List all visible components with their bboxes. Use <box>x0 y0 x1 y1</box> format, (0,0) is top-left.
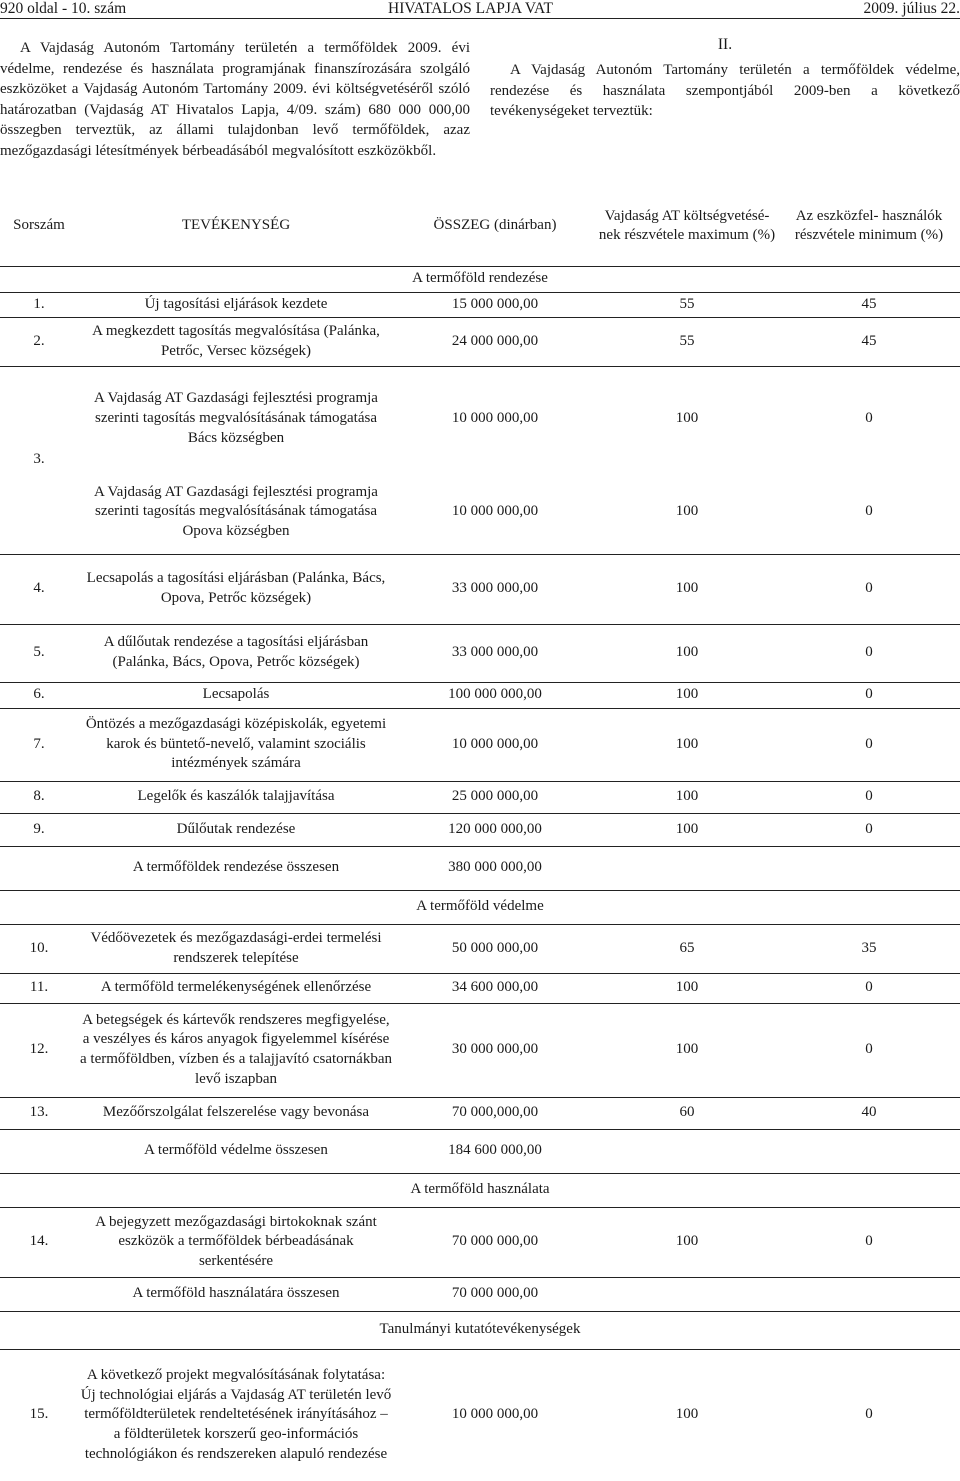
row-min: 0 <box>865 409 873 426</box>
row-amount: 70 000 000,00 <box>394 1207 596 1277</box>
row-activity: A Vajdaság AT Gazdasági fejlesztési programja szerinti tagosítás megvalósításának támogatása Opova községben <box>78 471 394 554</box>
row-number: 3. <box>0 366 78 554</box>
total-label: A termőföld védelme összesen <box>78 1129 394 1173</box>
col-header-osszeg: ÖSSZEG (dinárban) <box>433 217 557 234</box>
row-amount: 10 000 000,00 <box>451 409 539 426</box>
row-amount: 10 000 000,00 <box>394 708 596 781</box>
table-row <box>0 781 960 813</box>
row-activity: A következő projekt megvalósításának folytatása: Új technológiai eljárás a Vajdaság AT területén levő termőföldterületek rendeltetésének irányításához – a földterületek korszerű geo-információs technológiákon és rendszereken alapuló rendezése <box>80 1367 392 1462</box>
row-min: 0 <box>865 1406 873 1423</box>
row-min: 0 <box>778 682 960 708</box>
row-number: 7. <box>0 708 78 781</box>
table-row <box>0 682 960 708</box>
table-row <box>0 1207 960 1277</box>
row-min: 0 <box>778 1003 960 1097</box>
row-amount: 34 600 000,00 <box>394 973 596 1003</box>
row-min: 0 <box>778 1207 960 1277</box>
col-header-vajdasag-max: Vajdaság AT költségvetésé-nek részvétele maximum (%) <box>598 207 776 243</box>
table-row <box>0 708 960 781</box>
row-activity: Öntözés a mezőgazdasági középiskolák, egyetemi karok és büntető-nevelő, valamint szociális intézmények számára <box>78 708 394 781</box>
row-max: 100 <box>596 813 778 846</box>
table-row <box>0 813 960 846</box>
row-number: 4. <box>0 554 78 624</box>
row-number: 11. <box>0 973 78 1003</box>
total-row <box>0 1277 960 1311</box>
row-min: 0 <box>778 781 960 813</box>
row-amount: 33 000 000,00 <box>394 554 596 624</box>
row-amount: 33 000 000,00 <box>394 624 596 682</box>
publication-date: 2009. július 22. <box>863 0 960 17</box>
row-activity: A termőföld termelékenységének ellenőrzése <box>78 973 394 1003</box>
intro-paragraph-right: A Vajdaság Autonóm Tartomány területén a termőföldek védelme, rendezése és használata szempontjából 2009-ben a következő tevékenységeket terveztük: <box>490 62 960 119</box>
row-amount: 30 000 000,00 <box>394 1003 596 1097</box>
total-amount: 380 000 000,00 <box>394 846 596 890</box>
row-max: 100 <box>596 682 778 708</box>
row-number: 13. <box>0 1097 78 1129</box>
row-number: 8. <box>0 781 78 813</box>
row-number: 9. <box>0 813 78 846</box>
section-number: II. <box>717 36 733 53</box>
row-min: 0 <box>778 554 960 624</box>
table-row <box>0 292 960 317</box>
col-header-sorszam: Sorszám <box>13 217 65 234</box>
row-amount: 25 000 000,00 <box>394 781 596 813</box>
row-amount: 10 000 000,00 <box>451 1406 539 1423</box>
row-min: 0 <box>778 973 960 1003</box>
row-max: 60 <box>596 1097 778 1129</box>
row-activity: Legelők és kaszálók talajjavítása <box>78 781 394 813</box>
row-amount: 50 000 000,00 <box>394 924 596 973</box>
section-title: Tanulmányi kutatótevékenységek <box>0 1311 960 1349</box>
row-activity: A megkezdett tagosítás megvalósítása (Palánka, Petrőc, Versec községek) <box>78 317 394 366</box>
row-max: 55 <box>596 317 778 366</box>
total-row <box>0 846 960 890</box>
section-row <box>0 1173 960 1207</box>
total-label: A termőföldek rendezése összesen <box>78 846 394 890</box>
row-amount: 100 000 000,00 <box>394 682 596 708</box>
row-amount: 10 000 000,00 <box>394 471 596 554</box>
table-row <box>0 366 960 471</box>
section-title: A termőföld rendezése <box>0 266 960 292</box>
row-activity: Mezőőrszolgálat felszerelése vagy bevonása <box>78 1097 394 1129</box>
row-min: 0 <box>778 471 960 554</box>
row-min: 0 <box>778 708 960 781</box>
row-max: 100 <box>596 781 778 813</box>
row-number: 1. <box>0 292 78 317</box>
row-activity: Lecsapolás a tagosítási eljárásban (Palánka, Bács, Opova, Petrőc községek) <box>78 554 394 624</box>
row-max: 55 <box>596 292 778 317</box>
row-number: 14. <box>0 1207 78 1277</box>
row-max: 100 <box>596 1003 778 1097</box>
table-row <box>0 973 960 1003</box>
row-max: 100 <box>596 624 778 682</box>
total-amount: 70 000 000,00 <box>394 1277 596 1311</box>
row-max: 65 <box>596 924 778 973</box>
table-row <box>0 924 960 973</box>
row-activity: A betegségek és kártevők rendszeres megfigyelése, a veszélyes és káros anyagok figyelemmel kísérése a termőföldben, vízben és a talajjavító csatornákban levő iszapban <box>78 1003 394 1097</box>
row-amount: 70 000,000,00 <box>394 1097 596 1129</box>
row-number: 15. <box>29 1406 49 1423</box>
section-row <box>0 266 960 292</box>
row-min: 45 <box>778 292 960 317</box>
row-max: 100 <box>596 708 778 781</box>
row-activity: Új tagosítási eljárások kezdete <box>78 292 394 317</box>
row-number: 10. <box>0 924 78 973</box>
page-header <box>0 0 960 17</box>
section-title: A termőföld védelme <box>0 890 960 924</box>
row-activity: Dűlőutak rendezése <box>78 813 394 846</box>
row-number: 6. <box>0 682 78 708</box>
row-max: 100 <box>675 409 699 426</box>
col-header-eszkozfel-min: Az eszközfel- használók részvétele minimum (%) <box>794 207 944 243</box>
total-label: A termőföld használatára összesen <box>78 1277 394 1311</box>
row-number: 2. <box>0 317 78 366</box>
table-row <box>0 1097 960 1129</box>
row-number: 5. <box>0 624 78 682</box>
section-row <box>0 1311 960 1349</box>
row-amount: 15 000 000,00 <box>394 292 596 317</box>
table-row <box>0 471 960 554</box>
section-row <box>0 890 960 924</box>
row-min: 0 <box>778 813 960 846</box>
section-title: A termőföld használata <box>0 1173 960 1207</box>
table-header-row <box>0 186 960 266</box>
total-row <box>0 1129 960 1173</box>
row-activity: A bejegyzett mezőgazdasági birtokoknak szánt eszközök a termőföldek bérbeadásának serkentésére <box>78 1207 394 1277</box>
row-activity: A dűlőutak rendezése a tagosítási eljárásban (Palánka, Bács, Opova, Petrőc községek) <box>78 624 394 682</box>
table-row <box>0 317 960 366</box>
row-min: 0 <box>778 624 960 682</box>
row-max: 100 <box>596 973 778 1003</box>
header-rule <box>0 18 960 19</box>
table-row <box>0 554 960 624</box>
page-number: 920 oldal - 10. szám <box>0 0 127 17</box>
intro-paragraph-left: A Vajdaság Autonóm Tartomány területén a termőföldek 2009. évi védelme, rendezése és használata programjának finanszírozására szolgáló eszközöket a Vajdaság Autonóm Tartomány 2009. évi költségvetéséről szóló határozatban (Vajdaság AT Hivatalos Lapja, 4/09. szám) 680 000 000,00 összegben terveztük, az állami tulajdonban levő termőföldek, azaz mezőgazdasági létesítmények bérbeadásából megvalósított eszközökből. <box>0 40 470 159</box>
row-activity: Lecsapolás <box>78 682 394 708</box>
table-row <box>0 1349 960 1481</box>
row-number: 12. <box>0 1003 78 1097</box>
activities-table <box>0 186 960 1481</box>
row-min: 45 <box>778 317 960 366</box>
col-header-tevekenyseg: TEVÉKENYSÉG <box>181 217 291 234</box>
publication-title: HIVATALOS LAPJA VAT <box>388 0 553 17</box>
table-row <box>0 1003 960 1097</box>
row-activity: A Vajdaság AT Gazdasági fejlesztési programja szerinti tagosítás megvalósításának támogatása Bács községben <box>94 390 378 446</box>
table-row <box>0 624 960 682</box>
row-min: 40 <box>778 1097 960 1129</box>
row-activity: Védőövezetek és mezőgazdasági-erdei termelési rendszerek telepítése <box>78 924 394 973</box>
row-max: 100 <box>596 471 778 554</box>
row-amount: 120 000 000,00 <box>394 813 596 846</box>
total-amount: 184 600 000,00 <box>394 1129 596 1173</box>
row-max: 100 <box>596 1207 778 1277</box>
row-amount: 24 000 000,00 <box>394 317 596 366</box>
row-max: 100 <box>675 1406 699 1423</box>
row-min: 35 <box>778 924 960 973</box>
row-max: 100 <box>596 554 778 624</box>
